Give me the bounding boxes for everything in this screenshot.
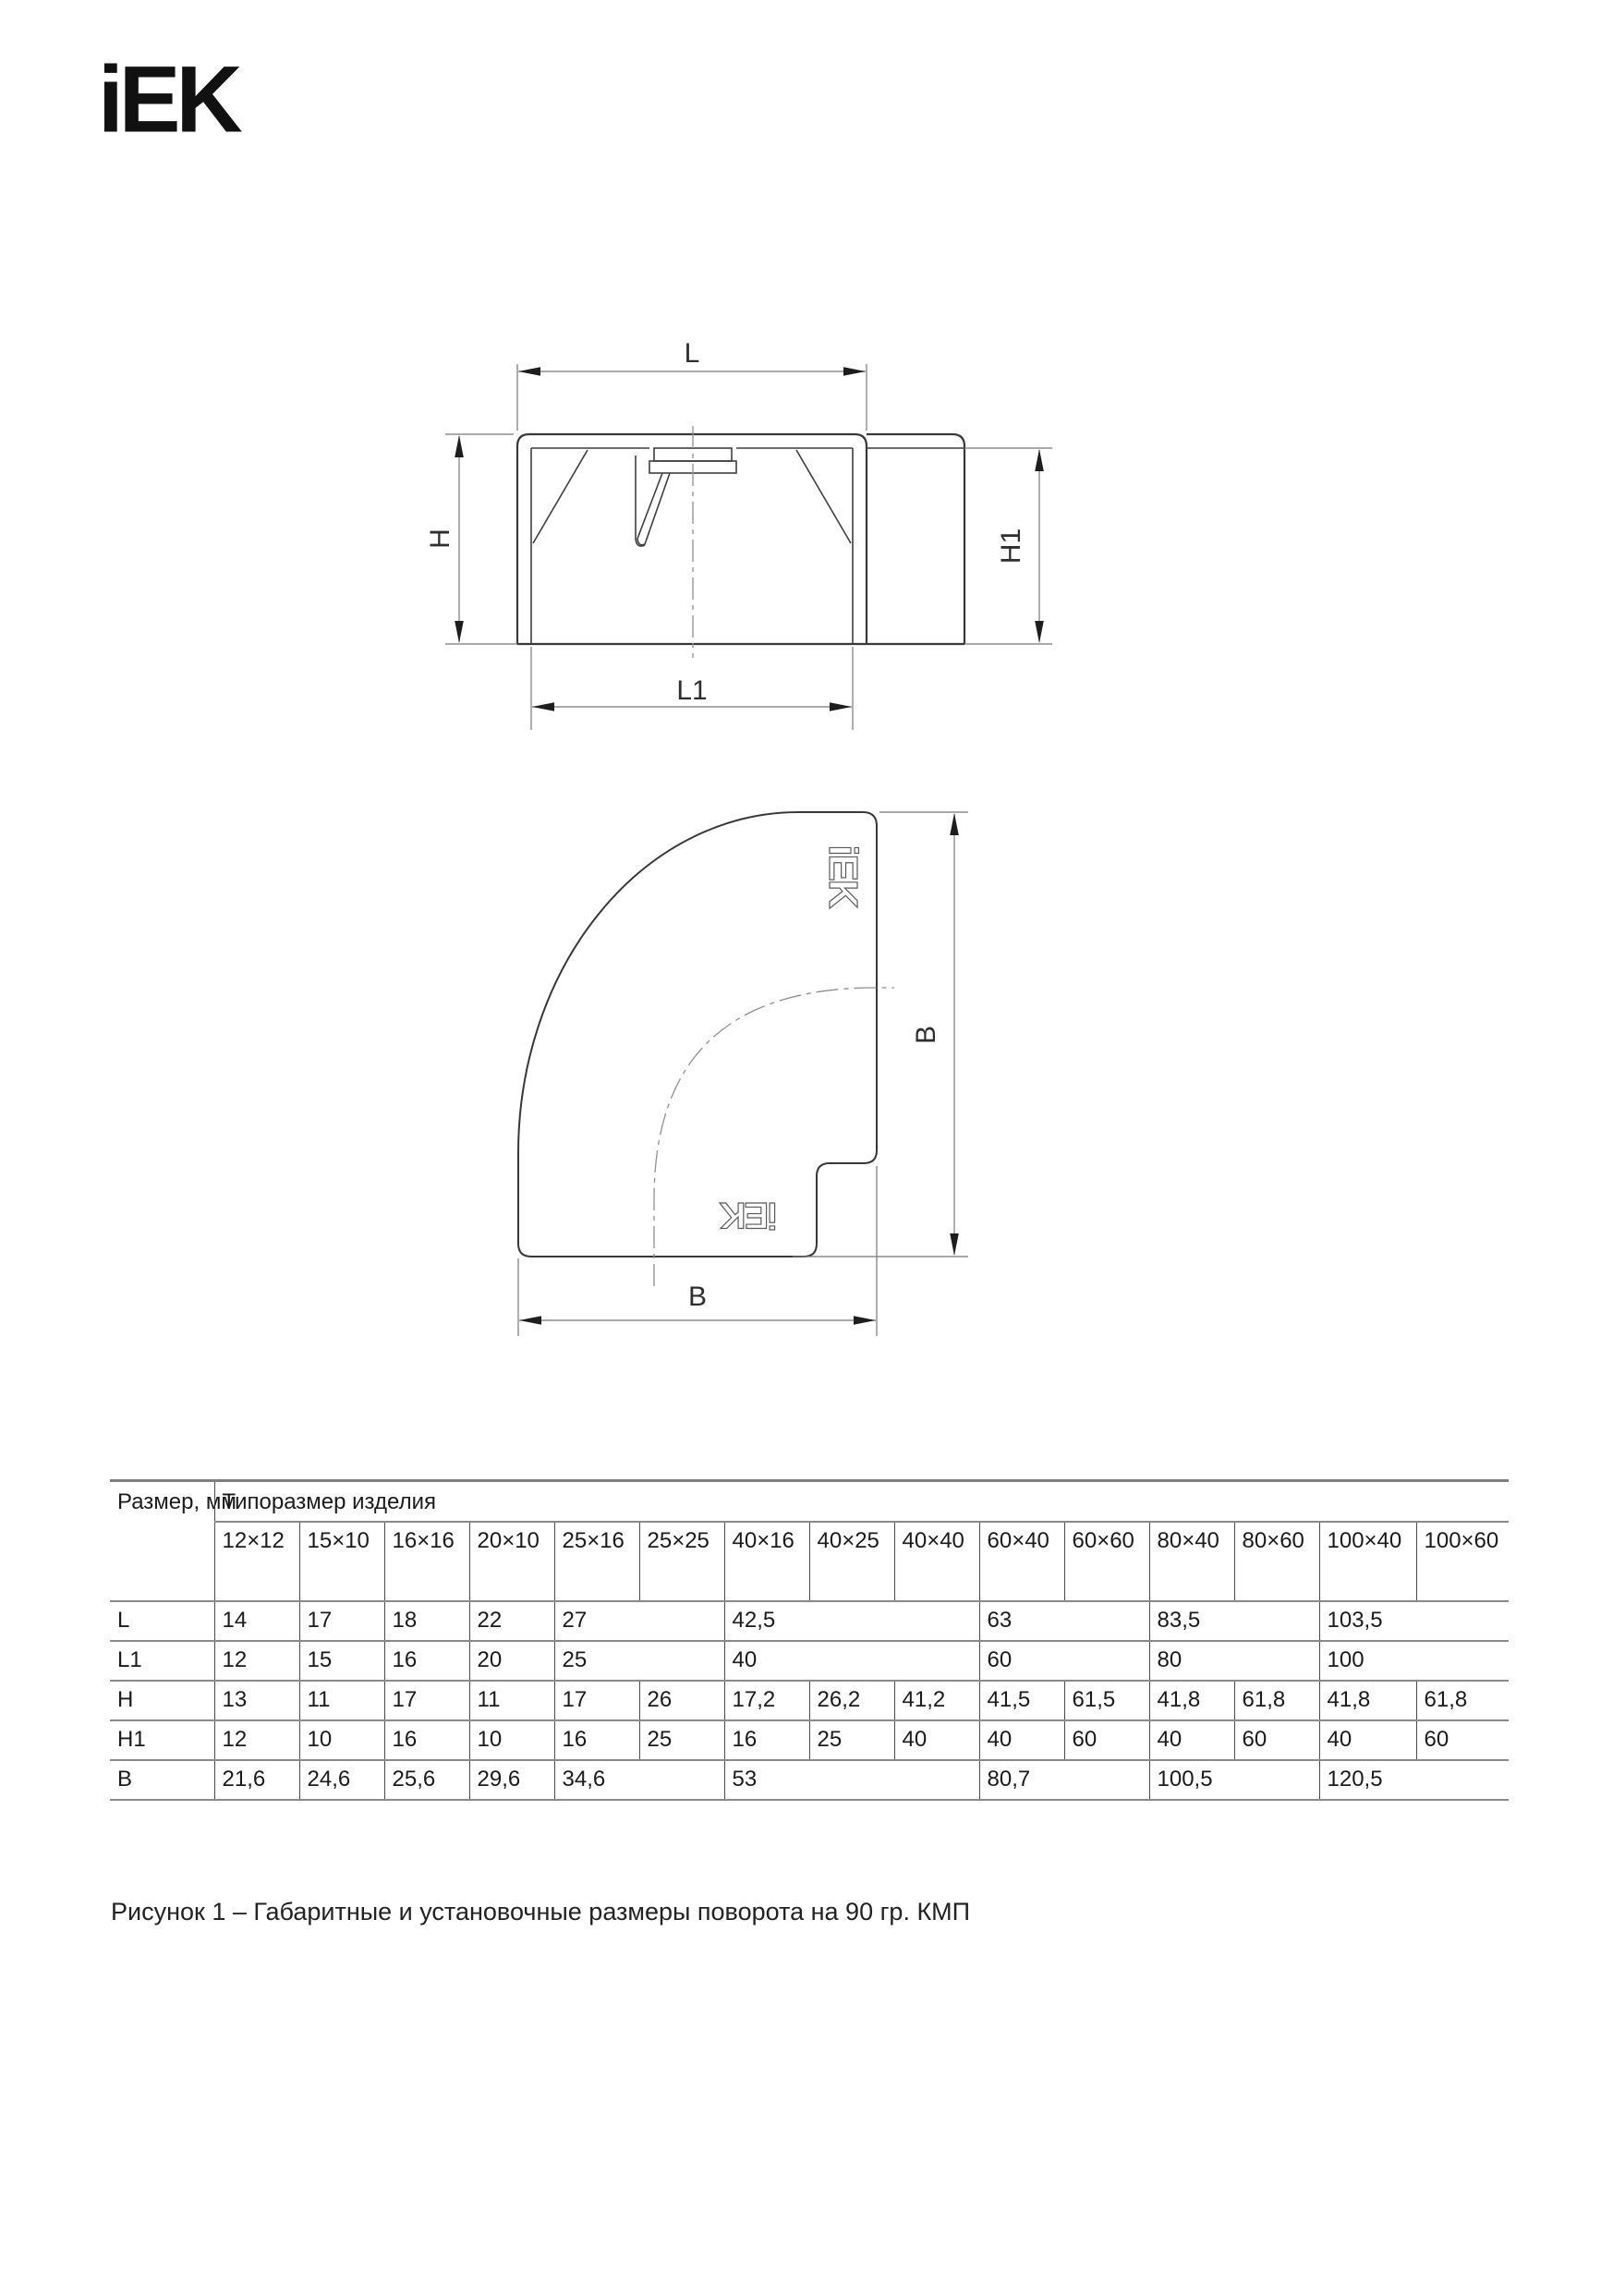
table-cell: 18 xyxy=(384,1601,469,1641)
table-cell: 15 xyxy=(299,1641,384,1681)
table-row xyxy=(110,1681,1509,1720)
table-cell: 21,6 xyxy=(214,1760,299,1800)
table-cell: 13 xyxy=(214,1681,299,1720)
col-header: 100×60 xyxy=(1416,1522,1509,1601)
table-cell: 60 xyxy=(1416,1720,1509,1760)
table-cell: 14 xyxy=(214,1601,299,1641)
col-header: 80×60 xyxy=(1234,1522,1319,1601)
table-cell: 63 xyxy=(979,1601,1149,1641)
table-cell: 17 xyxy=(384,1681,469,1720)
table-cell: 40 xyxy=(894,1720,979,1760)
table-cell: 60 xyxy=(1064,1720,1149,1760)
table-cell: 40 xyxy=(1319,1720,1416,1760)
table-cell: 41,8 xyxy=(1149,1681,1234,1720)
col-header: 20×10 xyxy=(469,1522,554,1601)
table-cell: 17 xyxy=(299,1601,384,1641)
dim-label-l1: L1 xyxy=(676,675,708,706)
col-header: 15×10 xyxy=(299,1522,384,1601)
row-header: H xyxy=(110,1681,214,1720)
table-cell: 40 xyxy=(724,1641,979,1681)
table-cell: 25,6 xyxy=(384,1760,469,1800)
table-cell: 41,5 xyxy=(979,1681,1064,1720)
table-cell: 11 xyxy=(469,1681,554,1720)
iek-logo: iEK xyxy=(98,46,238,153)
table-cell: 16 xyxy=(554,1720,639,1760)
row-header: L1 xyxy=(110,1641,214,1681)
table-cell: 16 xyxy=(384,1641,469,1681)
table-cell: 16 xyxy=(384,1720,469,1760)
table-cell: 61,8 xyxy=(1416,1681,1509,1720)
table-cell: 100 xyxy=(1319,1641,1509,1681)
size-header-row xyxy=(110,1522,1509,1601)
table-cell: 61,5 xyxy=(1064,1681,1149,1720)
table-cell: 41,8 xyxy=(1319,1681,1416,1720)
row-header: H1 xyxy=(110,1720,214,1760)
table-cell: 40 xyxy=(1149,1720,1234,1760)
dim-label-b-right: B xyxy=(911,1025,941,1045)
table-cell: 103,5 xyxy=(1319,1601,1509,1641)
figure-caption: Рисунок 1 – Габаритные и установочные размеры поворота на 90 гр. КМП xyxy=(111,1898,971,1925)
table-cell: 83,5 xyxy=(1149,1601,1319,1641)
dimension-arrows xyxy=(519,813,959,1325)
table-cell: 26,2 xyxy=(809,1681,894,1720)
table-cell: 12 xyxy=(214,1641,299,1681)
embossed-iek-logo-top: iEK xyxy=(820,844,866,907)
drawing-top-view xyxy=(480,785,1090,1358)
corner-header: Размер, мм xyxy=(110,1481,214,1601)
table-row xyxy=(110,1760,1509,1800)
extension-lines xyxy=(445,364,1052,730)
table-cell: 17 xyxy=(554,1681,639,1720)
group-header: Типоразмер изделия xyxy=(214,1481,1509,1522)
table-cell: 25 xyxy=(639,1720,724,1760)
col-header: 80×40 xyxy=(1149,1522,1234,1601)
col-header: 100×40 xyxy=(1319,1522,1416,1601)
table-cell: 17,2 xyxy=(724,1681,809,1720)
table-cell: 120,5 xyxy=(1319,1760,1509,1800)
col-header: 60×60 xyxy=(1064,1522,1149,1601)
table-cell: 60 xyxy=(979,1641,1149,1681)
dim-label-l: L xyxy=(684,338,700,369)
table-cell: 60 xyxy=(1234,1720,1319,1760)
table-row xyxy=(110,1601,1509,1641)
table-cell: 10 xyxy=(299,1720,384,1760)
table-cell: 24,6 xyxy=(299,1760,384,1800)
table-cell: 34,6 xyxy=(554,1760,724,1800)
dim-label-b-bottom: B xyxy=(687,1282,708,1312)
dim-label-h1: H1 xyxy=(996,528,1026,565)
drawing-front-view xyxy=(416,323,1081,758)
table-cell: 40 xyxy=(979,1720,1064,1760)
row-header: B xyxy=(110,1760,214,1800)
table-cell: 61,8 xyxy=(1234,1681,1319,1720)
table-cell: 20 xyxy=(469,1641,554,1681)
table-cell: 42,5 xyxy=(724,1601,979,1641)
table-cell: 11 xyxy=(299,1681,384,1720)
col-header: 40×25 xyxy=(809,1522,894,1601)
part-outline xyxy=(517,434,964,644)
table-row xyxy=(110,1720,1509,1760)
part-inner-lines xyxy=(531,448,964,644)
col-header: 40×40 xyxy=(894,1522,979,1601)
table-cell: 12 xyxy=(214,1720,299,1760)
table-cell: 22 xyxy=(469,1601,554,1641)
table-cell: 100,5 xyxy=(1149,1760,1319,1800)
table-cell: 25 xyxy=(554,1641,724,1681)
table-cell: 53 xyxy=(724,1760,979,1800)
embossed-iek-logo-bottom: iEK xyxy=(721,1195,778,1235)
table-cell: 16 xyxy=(724,1720,809,1760)
col-header: 40×16 xyxy=(724,1522,809,1601)
table-cell: 41,2 xyxy=(894,1681,979,1720)
dimension-arrows xyxy=(455,367,1044,711)
col-header: 16×16 xyxy=(384,1522,469,1601)
col-header: 60×40 xyxy=(979,1522,1064,1601)
dimension-table xyxy=(110,1479,1509,1801)
table-cell: 27 xyxy=(554,1601,724,1641)
row-header: L xyxy=(110,1601,214,1641)
table-cell: 80,7 xyxy=(979,1760,1149,1800)
route-centerline xyxy=(654,988,894,1286)
col-header: 25×16 xyxy=(554,1522,639,1601)
col-header: 25×25 xyxy=(639,1522,724,1601)
table-row xyxy=(110,1641,1509,1681)
table-cell: 26 xyxy=(639,1681,724,1720)
col-header: 12×12 xyxy=(214,1522,299,1601)
table-cell: 80 xyxy=(1149,1641,1319,1681)
table-cell: 25 xyxy=(809,1720,894,1760)
table-cell: 29,6 xyxy=(469,1760,554,1800)
dim-label-h: H xyxy=(425,528,455,549)
table-cell: 10 xyxy=(469,1720,554,1760)
